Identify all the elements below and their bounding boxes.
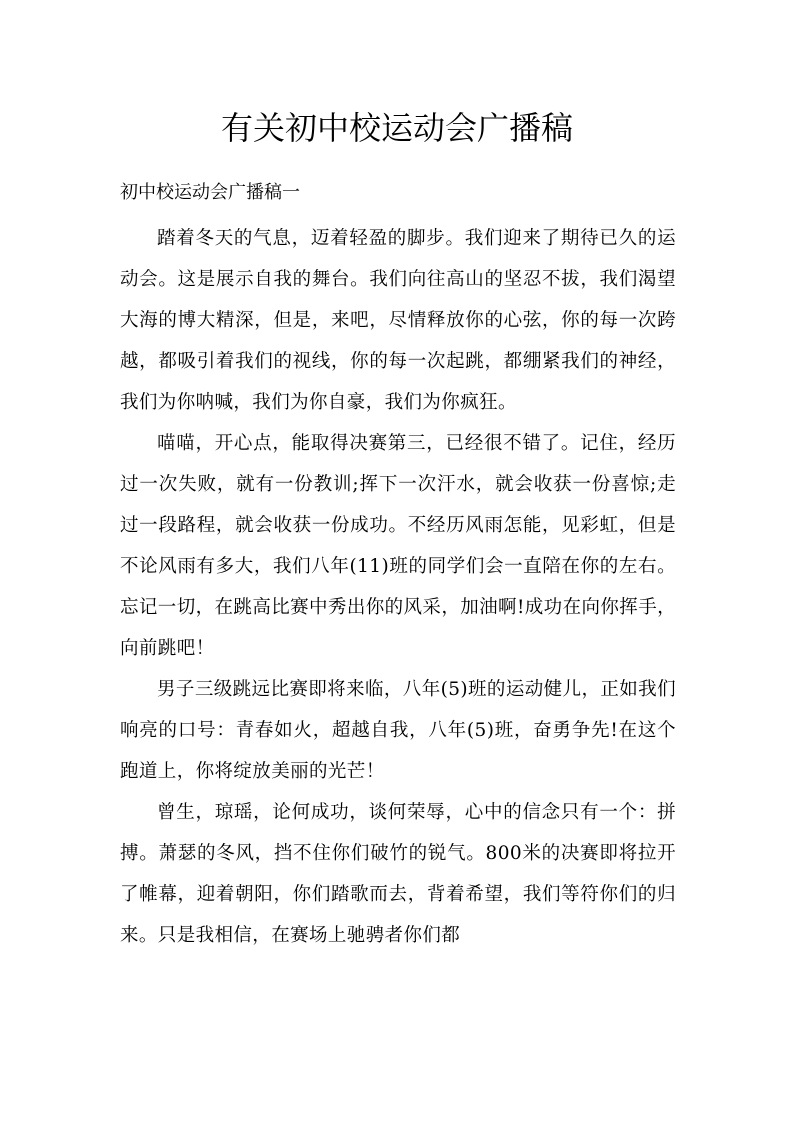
paragraph: 曾生，琼瑶，论何成功，谈何荣辱，心中的信念只有一个：拼搏。萧瑟的冬风，挡不住你们破竹的锐气。800米的决赛即将拉开了帷幕，迎着朝阳，你们踏歌而去，背着希望，我们等符你们的归来。只是我相信，在赛场上驰骋者你们都 (120, 802, 676, 946)
document-body (120, 218, 676, 956)
paragraph: 踏着冬天的气息，迈着轻盈的脚步。我们迎来了期待已久的运动会。这是展示自我的舞台。我们向往高山的坚忍不拔，我们渴望大海的博大精深，但是，来吧，尽情释放你的心弦，你的每一次跨越，都吸引着我们的视线，你的每一次起跳，都绷紧我们的神经，我们为你呐喊，我们为你自豪，我们为你疯狂。 (120, 228, 676, 413)
paragraph: 男子三级跳远比赛即将来临，八年(5)班的运动健儿，正如我们响亮的口号：青春如火，超越自我，八年(5)班，奋勇争先!在这个跑道上，你将绽放美丽的光芒！ (120, 679, 676, 782)
document-subtitle: 初中校运动会广播稿一 (120, 182, 300, 203)
paragraph: 喵喵，开心点，能取得决赛第三，已经很不错了。记住，经历过一次失败，就有一份教训;挥下一次汗水，就会收获一份喜惊;走过一段路程，就会收获一份成功。不经历风雨怎能，见彩虹，但是不论风雨有多大，我们八年(11)班的同学们会一直陪在你的左右。忘记一切，在跳高比赛中秀出你的风采，加油啊!成功在向你挥手，向前跳吧！ (120, 433, 676, 659)
document-title: 有关初中校运动会广播稿 (220, 109, 573, 147)
